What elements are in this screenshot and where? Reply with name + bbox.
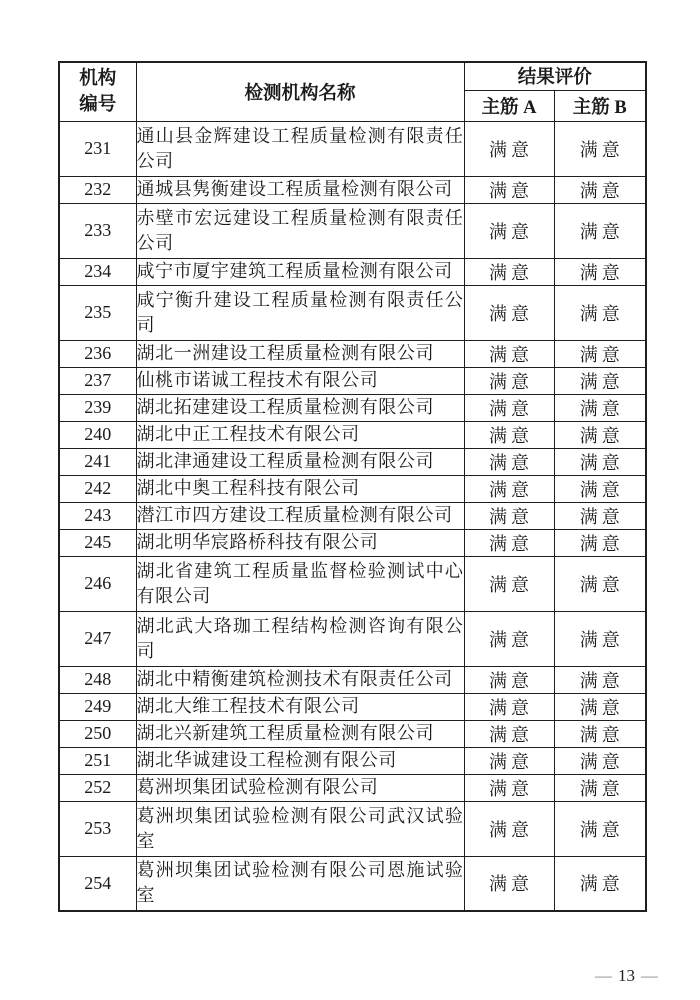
header-result-group: 结果评价 [464, 62, 646, 90]
org-name-cell: 葛洲坝集团试验检测有限公司武汉试验室 [136, 801, 464, 856]
org-name-cell: 湖北省建筑工程质量监督检验测试中心有限公司 [136, 556, 464, 611]
table-row [59, 529, 646, 556]
rebar-a-cell: 满意 [464, 502, 554, 529]
org-id-cell: 234 [59, 258, 136, 285]
org-name-cell: 通城县隽衡建设工程质量检测有限公司 [136, 176, 464, 203]
org-id-cell: 232 [59, 176, 136, 203]
page-footer [595, 966, 658, 986]
rebar-a-cell: 满意 [464, 556, 554, 611]
org-id-cell: 249 [59, 693, 136, 720]
org-id-cell: 233 [59, 203, 136, 258]
rebar-a-cell: 满意 [464, 475, 554, 502]
org-name-cell: 咸宁市厦宇建筑工程质量检测有限公司 [136, 258, 464, 285]
table-row [59, 203, 646, 258]
org-name-cell: 湖北武大珞珈工程结构检测咨询有限公司 [136, 611, 464, 666]
table-row [59, 448, 646, 475]
org-id-cell: 236 [59, 340, 136, 367]
table-row [59, 121, 646, 176]
org-name-cell: 通山县金辉建设工程质量检测有限责任公司 [136, 121, 464, 176]
org-name-cell: 潜江市四方建设工程质量检测有限公司 [136, 502, 464, 529]
rebar-b-cell: 满意 [554, 747, 646, 774]
rebar-b-cell: 满意 [554, 176, 646, 203]
header-org-id-line2: 编号 [79, 94, 117, 115]
org-name-cell: 葛洲坝集团试验检测有限公司 [136, 774, 464, 801]
org-name-cell: 湖北兴新建筑工程质量检测有限公司 [136, 720, 464, 747]
rebar-b-cell: 满意 [554, 258, 646, 285]
table-row [59, 367, 646, 394]
rebar-b-cell: 满意 [554, 421, 646, 448]
results-table [58, 61, 647, 912]
rebar-b-cell: 满意 [554, 502, 646, 529]
footer-right-dash: — [641, 966, 658, 985]
rebar-a-cell: 满意 [464, 720, 554, 747]
org-id-cell: 251 [59, 747, 136, 774]
org-id-cell: 248 [59, 666, 136, 693]
footer-left-dash: — [595, 966, 612, 985]
rebar-b-cell: 满意 [554, 529, 646, 556]
org-id-cell: 254 [59, 856, 136, 911]
rebar-b-cell: 满意 [554, 475, 646, 502]
table-row [59, 421, 646, 448]
org-name-cell: 湖北津通建设工程质量检测有限公司 [136, 448, 464, 475]
header-org-id [59, 62, 136, 121]
rebar-b-cell: 满意 [554, 720, 646, 747]
rebar-b-cell: 满意 [554, 203, 646, 258]
rebar-a-cell: 满意 [464, 448, 554, 475]
table-row [59, 285, 646, 340]
org-name-cell: 湖北中精衡建筑检测技术有限责任公司 [136, 666, 464, 693]
table-row [59, 611, 646, 666]
org-name-cell: 湖北华诚建设工程检测有限公司 [136, 747, 464, 774]
org-id-cell: 235 [59, 285, 136, 340]
table-header [59, 62, 646, 121]
rebar-b-cell: 满意 [554, 394, 646, 421]
org-id-cell: 231 [59, 121, 136, 176]
org-name-cell: 湖北中奥工程科技有限公司 [136, 475, 464, 502]
org-name-cell: 湖北一洲建设工程质量检测有限公司 [136, 340, 464, 367]
rebar-a-cell: 满意 [464, 258, 554, 285]
rebar-b-cell: 满意 [554, 856, 646, 911]
rebar-b-cell: 满意 [554, 693, 646, 720]
org-name-cell: 葛洲坝集团试验检测有限公司恩施试验室 [136, 856, 464, 911]
header-rebar-a: 主筋 A [464, 90, 554, 121]
rebar-a-cell: 满意 [464, 121, 554, 176]
org-name-cell: 湖北明华宸路桥科技有限公司 [136, 529, 464, 556]
rebar-a-cell: 满意 [464, 666, 554, 693]
page-number: 13 [618, 966, 635, 985]
org-id-cell: 241 [59, 448, 136, 475]
table-row [59, 475, 646, 502]
rebar-a-cell: 满意 [464, 693, 554, 720]
rebar-a-cell: 满意 [464, 611, 554, 666]
table-row [59, 693, 646, 720]
rebar-b-cell: 满意 [554, 556, 646, 611]
org-name-cell: 仙桃市诺诚工程技术有限公司 [136, 367, 464, 394]
table-row [59, 502, 646, 529]
table-row [59, 747, 646, 774]
rebar-a-cell: 满意 [464, 529, 554, 556]
org-id-cell: 243 [59, 502, 136, 529]
table-row [59, 258, 646, 285]
header-rebar-b: 主筋 B [554, 90, 646, 121]
rebar-a-cell: 满意 [464, 421, 554, 448]
rebar-b-cell: 满意 [554, 285, 646, 340]
org-name-cell: 咸宁衡升建设工程质量检测有限责任公司 [136, 285, 464, 340]
table-row [59, 801, 646, 856]
org-id-cell: 245 [59, 529, 136, 556]
table-row [59, 856, 646, 911]
table-row [59, 394, 646, 421]
table-row [59, 340, 646, 367]
org-name-cell: 湖北中正工程技术有限公司 [136, 421, 464, 448]
rebar-b-cell: 满意 [554, 666, 646, 693]
header-org-name: 检测机构名称 [136, 62, 464, 121]
rebar-a-cell: 满意 [464, 774, 554, 801]
org-id-cell: 246 [59, 556, 136, 611]
table-row [59, 666, 646, 693]
org-id-cell: 247 [59, 611, 136, 666]
org-id-cell: 250 [59, 720, 136, 747]
org-id-cell: 239 [59, 394, 136, 421]
rebar-a-cell: 满意 [464, 285, 554, 340]
rebar-b-cell: 满意 [554, 774, 646, 801]
org-id-cell: 252 [59, 774, 136, 801]
org-id-cell: 237 [59, 367, 136, 394]
rebar-a-cell: 满意 [464, 203, 554, 258]
rebar-a-cell: 满意 [464, 856, 554, 911]
table-row [59, 176, 646, 203]
org-id-cell: 240 [59, 421, 136, 448]
rebar-b-cell: 满意 [554, 448, 646, 475]
org-name-cell: 湖北拓建建设工程质量检测有限公司 [136, 394, 464, 421]
table-body [59, 121, 646, 911]
rebar-a-cell: 满意 [464, 367, 554, 394]
rebar-b-cell: 满意 [554, 121, 646, 176]
rebar-a-cell: 满意 [464, 747, 554, 774]
header-org-id-line1: 机构 [79, 68, 117, 89]
table-row [59, 720, 646, 747]
org-name-cell: 赤壁市宏远建设工程质量检测有限责任公司 [136, 203, 464, 258]
org-id-cell: 253 [59, 801, 136, 856]
rebar-b-cell: 满意 [554, 611, 646, 666]
rebar-b-cell: 满意 [554, 340, 646, 367]
table-row [59, 556, 646, 611]
org-id-cell: 242 [59, 475, 136, 502]
rebar-a-cell: 满意 [464, 394, 554, 421]
rebar-a-cell: 满意 [464, 340, 554, 367]
rebar-a-cell: 满意 [464, 801, 554, 856]
rebar-a-cell: 满意 [464, 176, 554, 203]
rebar-b-cell: 满意 [554, 801, 646, 856]
rebar-b-cell: 满意 [554, 367, 646, 394]
table-row [59, 774, 646, 801]
org-name-cell: 湖北大维工程技术有限公司 [136, 693, 464, 720]
